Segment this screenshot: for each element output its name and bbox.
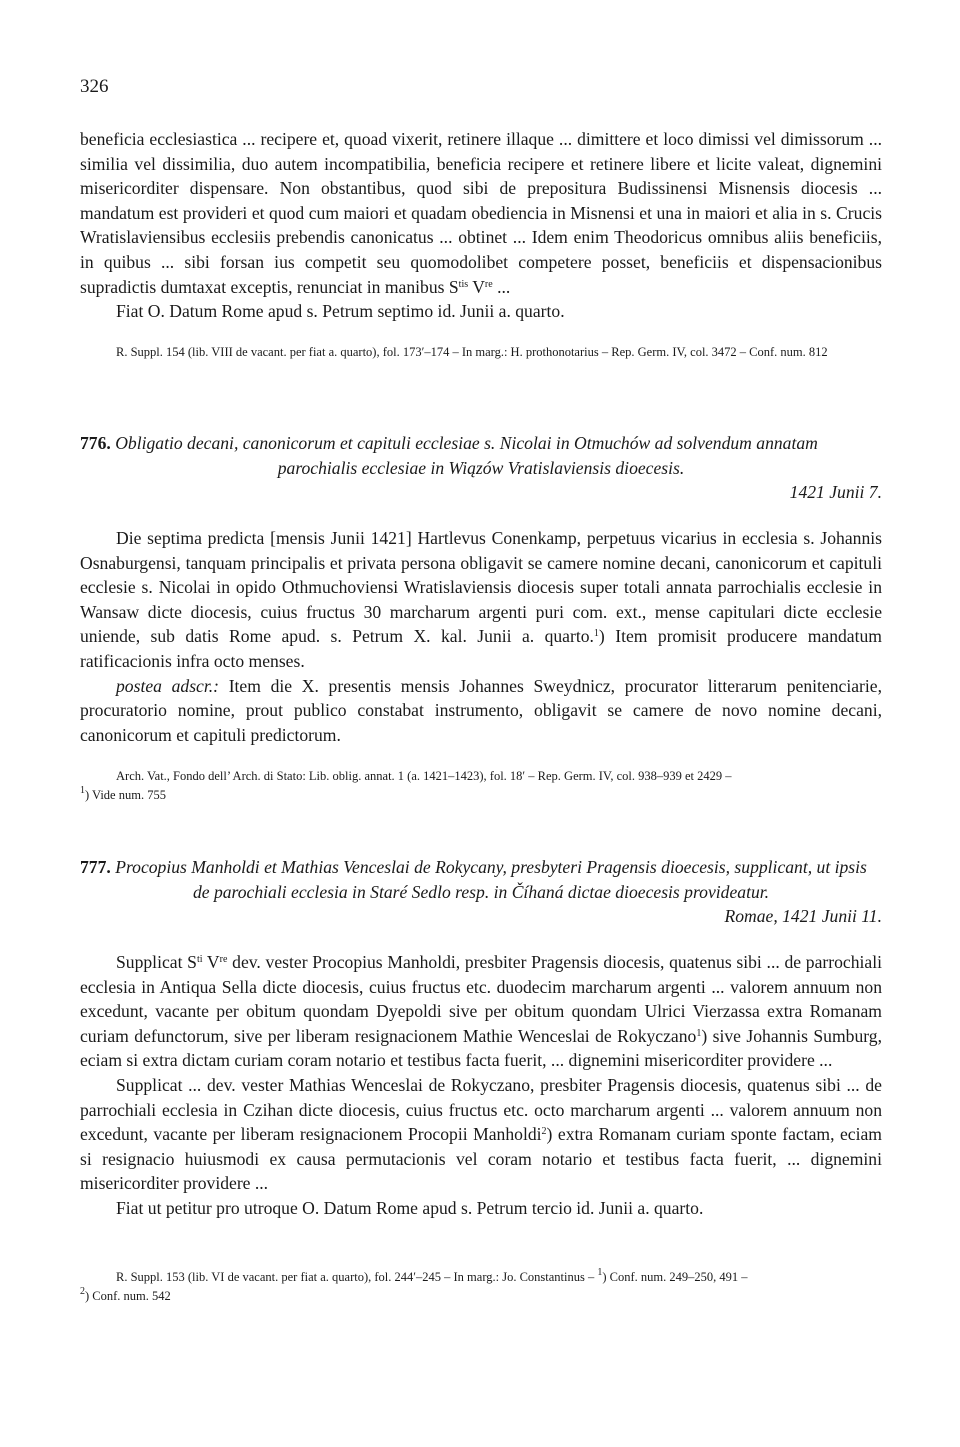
superscript: 2 [80,1286,85,1297]
superscript: re [219,954,228,965]
superscript: 1 [597,1267,603,1278]
entry-title-line1: Procopius Manholdi et Mathias Venceslai de Rokycany, presbyteri Pragensis dioecesis, supplicant, ut ipsis [115,857,867,877]
paragraph-777-1 [80,950,882,1073]
text: V [468,276,485,297]
note-776 [80,767,882,805]
heading [80,431,882,505]
paragraph-777-2 [80,1073,882,1196]
text: V [202,952,220,972]
superscript: 1 [696,1027,702,1039]
paragraph-776-1 [80,526,882,674]
text: Supplicat S [116,952,197,972]
note-775-text: R. Suppl. 154 (lib. VIII de vacant. per fiat a. quarto), fol. 173′–174 – In marg.: H. prothonotarius – Rep. Germ. IV, col. 3472 – Conf. num. 812 [116,345,828,359]
text: ) Conf. num. 249–250, 491 – [602,1270,748,1284]
text: ) Item promisit producere mandatum ratificacionis infra octo menses. [80,626,882,671]
entry-777-body [80,950,882,1221]
paragraph-777-fiat: Fiat ut petitur pro utroque O. Datum Rome apud s. Petrum tercio id. Junii a. quarto. [116,1197,704,1218]
superscript: ti [196,954,203,965]
entry-775-continuation [80,127,882,324]
note-text [80,343,882,362]
superscript: 2 [541,1126,547,1138]
text: ) Conf. num. 542 [85,1289,171,1303]
postea-label: postea adscr.: [116,675,220,696]
note-777 [80,1268,882,1306]
note-text [80,767,882,805]
note-text [80,1268,882,1306]
text: ... [492,276,511,297]
page-number: 326 [80,76,109,97]
text: Die septima predicta [mensis Junii 1421] Hartlevus Conenkamp, perpetuus vicarius in ecclesia s. Johannis Osnaburgensi, tanquam principalis et privata persona obligavit se camere nomine decani, canonicorum et capituli ecclesie s. Nicolai in opido Othmuchoviensi Wratislaviensis diocesis super totali annata parrochialis ecclesie in Wansaw dicte diocesis, cuius fructus 30 marcharum argenti puri com. ext., mense capitulari dicte ecclesie uniende, sub datis Rome apud. s. Petrum X. kal. Junii a. quarto. [80,528,882,647]
entry-title-line1: Obligatio decani, canonicorum et capituli ecclesiae s. Nicolai in Otmuchów ad solvendum annatam [115,433,818,453]
entry-777-heading [80,855,882,929]
paragraph-775-fiat: Fiat O. Datum Rome apud s. Petrum septimo id. Junii a. quarto. [116,301,565,322]
text: R. Suppl. 153 (lib. VI de vacant. per fiat a. quarto), fol. 244′–245 – In marg.: Jo. Constantinus – [116,1270,595,1284]
text: ) extra Romanam curiam sponte factam, eciam si resignacio huiusmodi ex causa permutacionis vel coram notario et testibus facta fuerit, ... dignemini misericorditer providere ... [80,1124,882,1194]
entry-date: Romae, 1421 Junii 11. [724,906,882,927]
text: dev. vester Procopius Manholdi, presbiter Pragensis diocesis, quatenus sibi ... de parrochiali ecclesia in Antiqua Sella dicte diocesis, cuius fructus etc. duodecim marcharum argenti ... valorem annuum non excedunt, vacante per obitum quondam Dyepoldi sive per obitum quondam Ulrici Vierzassa extra Romanam curiam defunctorum, sive per liberam resignacionem Mathie Wenceslai de Rokyczano [80,952,882,1046]
text: Supplicat ... dev. vester Mathias Wenceslai de Rokyczano, presbiter Pragensis diocesis, quatenus sibi ... de parrochiali ecclesia in Czihan dicte diocesis, cuius fructus etc. octo marcharum argenti ... valorem annuum non excedunt, vacante per liberam resignacionem Procopii Manholdi [80,1074,882,1145]
text: ) sive Johannis Sumburg, eciam si extra dictam curiam coram notario et testibus facta fuerit, ... dignemini misericorditer providere ... [80,1025,882,1071]
paragraph-776-2 [80,674,882,748]
note-775 [80,343,882,362]
entry-date: 1421 Junii 7. [789,482,882,503]
heading [80,855,882,929]
entry-776-heading [80,431,882,505]
entry-number: 777. [80,857,111,877]
superscript: 1 [593,628,599,640]
entry-title-line2: parochialis ecclesiae in Wiązów Vratislaviensis dioecesis. [277,457,685,478]
text: Arch. Vat., Fondo dell’ Arch. di Stato: Lib. oblig. annat. 1 (a. 1421–1423), fol. 18′ – Rep. Germ. IV, col. 938–939 et 2429 – [116,769,732,783]
text: ) Vide num. 755 [85,788,166,802]
paragraph-775-body [80,127,882,299]
entry-776-body [80,526,882,747]
text: beneficia ecclesiastica ... recipere et, quoad vixerit, retinere illaque ... dimittere et loco dimissi vel dimissorum ... similia vel dissimilia, duo autem incompatibilia, beneficia recipere et retinere libere et licite valeat, dignemini misericorditer dispensare. Non obstantibus, quod sibi de prepositura Budissinensi Misnensis diocesis ... mandatum est provideri et quod cum maiori et quadam obediencia in Misnensi et una in maiori et alia in s. Crucis Wratislaviensibus ecclesiis prebendis canonicatus ... obtinet ... Idem enim Theodoricus omnibus aliis beneficiis, in quibus ... sibi forsan ius competit seu quomodolibet competere posset, beneficiis et dispensacionibus supradictis dumtaxat exceptis, renunciat in manibus S [80,129,882,297]
entry-title-line2: de parochiali ecclesia in Staré Sedlo resp. in Číhaná dictae dioecesis provideatur. [192,881,770,902]
superscript: tis [458,278,469,290]
superscript: 1 [80,785,85,796]
text: Item die X. presentis mensis Johannes Sweydnicz, procurator litterarum penitenciarie, procuratorio nomine, prout publico constabat instrumento, obligavit se camere de novo nomine decani, canonicorum et capituli predictorum. [80,675,882,745]
superscript: re [484,278,493,290]
entry-number: 776. [80,433,111,453]
